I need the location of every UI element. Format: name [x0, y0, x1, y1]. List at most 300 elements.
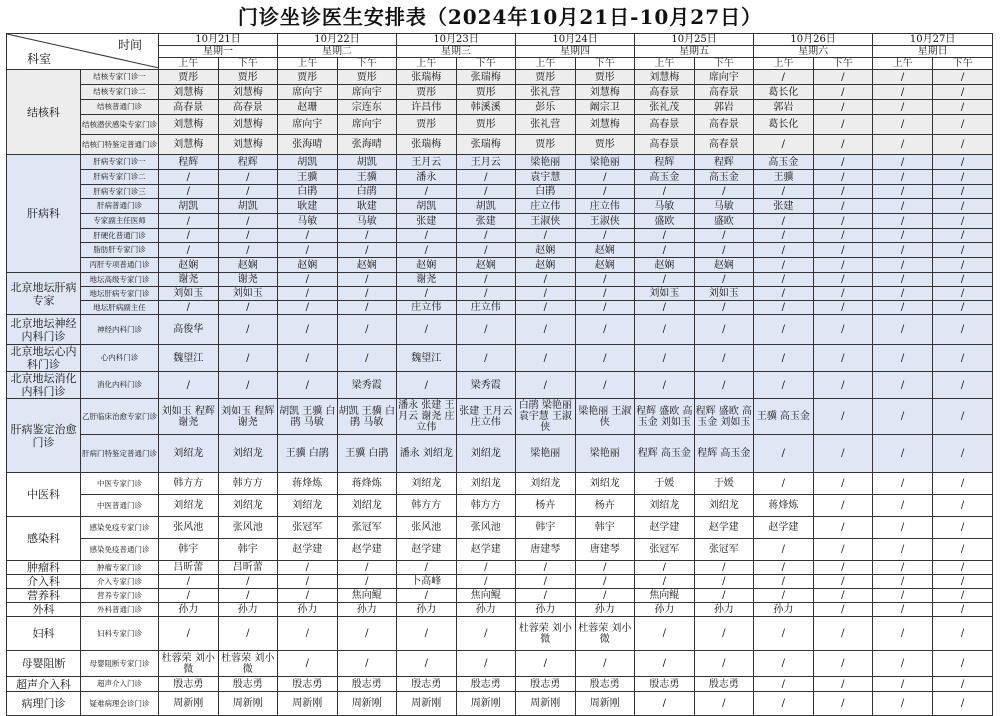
- doctor-cell: /: [813, 677, 873, 692]
- doctor-cell: 胡凯: [218, 199, 278, 214]
- doctor-cell: /: [933, 199, 993, 214]
- doctor-cell: 刘如玉 程辉谢尧: [159, 399, 219, 435]
- doctor-cell: 许昌伟: [397, 100, 457, 115]
- clinic-name: 妇科专家门诊: [81, 617, 159, 651]
- doctor-cell: /: [694, 372, 754, 399]
- doctor-cell: 高春景: [694, 115, 754, 135]
- doctor-cell: 刘如玉: [159, 287, 219, 301]
- doctor-cell: /: [159, 243, 219, 258]
- doctor-cell: /: [337, 301, 397, 315]
- doctor-cell: /: [873, 155, 933, 170]
- doctor-cell: 盛欧: [635, 214, 695, 229]
- doctor-cell: /: [159, 229, 219, 243]
- doctor-cell: /: [278, 301, 338, 315]
- doctor-cell: /: [278, 273, 338, 287]
- table-row: [7, 155, 993, 170]
- doctor-cell: 张瑞梅: [397, 70, 457, 85]
- doctor-cell: /: [159, 372, 219, 399]
- doctor-cell: 马敏: [278, 214, 338, 229]
- doctor-cell: 韩宇: [218, 539, 278, 561]
- doctor-cell: 宗连东: [337, 100, 397, 115]
- department-name: 北京地坛肝病专家: [7, 273, 81, 315]
- doctor-cell: 杜蓉荣 刘小微: [218, 651, 278, 677]
- doctor-cell: 殷志勇: [218, 677, 278, 692]
- pm-header: 下午: [218, 58, 278, 70]
- doctor-cell: 刘绍龙: [516, 473, 576, 495]
- doctor-cell: 孙力: [397, 603, 457, 617]
- doctor-cell: 周新刚: [337, 692, 397, 716]
- doctor-cell: 王骥: [278, 170, 338, 185]
- doctor-cell: 赵娴: [159, 258, 219, 273]
- weekday-header: 星期二: [278, 46, 397, 58]
- doctor-cell: 赵娴: [456, 258, 516, 273]
- doctor-cell: 贾彤: [397, 115, 457, 135]
- doctor-cell: 张瑞梅: [456, 70, 516, 85]
- doctor-cell: /: [635, 692, 695, 716]
- doctor-cell: /: [635, 185, 695, 199]
- doctor-cell: 韩方方: [159, 473, 219, 495]
- doctor-cell: 贾彤: [516, 135, 576, 155]
- table-row: [7, 170, 993, 185]
- doctor-cell: /: [694, 229, 754, 243]
- header-corner: [7, 34, 159, 70]
- doctor-cell: /: [694, 243, 754, 258]
- doctor-cell: /: [754, 473, 814, 495]
- clinic-name: 肝病专家门诊三: [81, 185, 159, 199]
- table-row: [7, 258, 993, 273]
- doctor-cell: 殷志勇: [397, 677, 457, 692]
- doctor-cell: /: [218, 170, 278, 185]
- am-header: 上午: [397, 58, 457, 70]
- doctor-cell: 梁艳丽: [575, 435, 635, 473]
- doctor-cell: /: [933, 287, 993, 301]
- doctor-cell: /: [933, 301, 993, 315]
- doctor-cell: /: [873, 617, 933, 651]
- doctor-cell: /: [635, 273, 695, 287]
- doctor-cell: /: [933, 399, 993, 435]
- doctor-cell: /: [337, 561, 397, 575]
- doctor-cell: /: [873, 243, 933, 258]
- table-row: [7, 589, 993, 603]
- doctor-cell: 胡凯: [337, 155, 397, 170]
- doctor-cell: /: [694, 345, 754, 372]
- doctor-cell: /: [813, 399, 873, 435]
- doctor-cell: /: [933, 115, 993, 135]
- clinic-name: 肿瘤专家门诊: [81, 561, 159, 575]
- doctor-cell: /: [278, 345, 338, 372]
- doctor-cell: 高春景: [635, 135, 695, 155]
- department-name: 病理门诊: [7, 692, 81, 716]
- doctor-cell: 胡凯: [397, 199, 457, 214]
- doctor-cell: /: [397, 617, 457, 651]
- am-header: 上午: [159, 58, 219, 70]
- doctor-cell: 赵娴: [575, 243, 635, 258]
- doctor-cell: 高春景: [694, 85, 754, 100]
- clinic-name: 结核专家门诊一: [81, 70, 159, 85]
- doctor-cell: /: [933, 170, 993, 185]
- doctor-cell: /: [337, 315, 397, 345]
- doctor-cell: /: [278, 561, 338, 575]
- doctor-cell: /: [933, 85, 993, 100]
- doctor-cell: /: [933, 229, 993, 243]
- doctor-cell: /: [635, 229, 695, 243]
- doctor-cell: /: [218, 575, 278, 589]
- doctor-cell: /: [218, 229, 278, 243]
- pm-header: 下午: [575, 58, 635, 70]
- doctor-cell: 白鹃: [337, 185, 397, 199]
- doctor-cell: 贾彤: [278, 70, 338, 85]
- department-name: 超声介入科: [7, 677, 81, 692]
- doctor-cell: 张冠军: [635, 539, 695, 561]
- doctor-cell: 张瑞梅: [456, 135, 516, 155]
- doctor-cell: /: [278, 287, 338, 301]
- doctor-cell: 程辉 盛欧 高玉金 刘如玉: [694, 399, 754, 435]
- table-row: [7, 100, 993, 115]
- doctor-cell: /: [754, 589, 814, 603]
- department-name: 肝病科: [7, 155, 81, 273]
- doctor-cell: /: [933, 435, 993, 473]
- doctor-cell: 殷志勇: [575, 677, 635, 692]
- doctor-cell: /: [635, 617, 695, 651]
- doctor-cell: /: [933, 372, 993, 399]
- doctor-cell: /: [397, 651, 457, 677]
- doctor-cell: 张冠军: [278, 517, 338, 539]
- doctor-cell: 谢尧: [218, 273, 278, 287]
- doctor-cell: 程辉: [635, 155, 695, 170]
- doctor-cell: /: [575, 229, 635, 243]
- date-header: 10月26日: [754, 34, 873, 46]
- doctor-cell: 胡凯 王骥 白鹃 马敏: [337, 399, 397, 435]
- doctor-cell: /: [754, 575, 814, 589]
- doctor-cell: /: [575, 287, 635, 301]
- doctor-cell: /: [159, 589, 219, 603]
- department-name: 妇科: [7, 617, 81, 651]
- doctor-cell: /: [218, 315, 278, 345]
- doctor-cell: 郭岩: [754, 100, 814, 115]
- doctor-cell: 张建: [456, 214, 516, 229]
- doctor-cell: /: [813, 617, 873, 651]
- doctor-cell: /: [933, 539, 993, 561]
- doctor-cell: /: [873, 273, 933, 287]
- doctor-cell: /: [337, 575, 397, 589]
- doctor-cell: 贾彤: [456, 85, 516, 100]
- doctor-cell: 孙力: [754, 603, 814, 617]
- doctor-cell: 高春景: [159, 100, 219, 115]
- doctor-cell: /: [516, 651, 576, 677]
- doctor-cell: /: [516, 589, 576, 603]
- doctor-cell: /: [813, 135, 873, 155]
- doctor-cell: /: [933, 243, 993, 258]
- weekday-header: 星期三: [397, 46, 516, 58]
- doctor-cell: 席向宇: [337, 115, 397, 135]
- doctor-cell: /: [873, 199, 933, 214]
- doctor-cell: 程辉 高玉金: [694, 435, 754, 473]
- table-row: [7, 243, 993, 258]
- doctor-cell: 潘永 张建 王月云 谢尧 庄立伟: [398, 400, 455, 433]
- doctor-cell: 刘绍龙: [456, 473, 516, 495]
- doctor-cell: /: [575, 561, 635, 575]
- doctor-cell: 卜高峰: [397, 575, 457, 589]
- doctor-cell: /: [278, 229, 338, 243]
- doctor-cell: 殷志勇: [635, 677, 695, 692]
- pm-header: 下午: [813, 58, 873, 70]
- doctor-cell: 刘如玉: [218, 287, 278, 301]
- doctor-cell: 张风池: [456, 517, 516, 539]
- doctor-cell: 刘绍龙: [694, 495, 754, 517]
- doctor-cell: /: [635, 372, 695, 399]
- doctor-cell: /: [754, 243, 814, 258]
- doctor-cell: /: [754, 185, 814, 199]
- doctor-cell: 张建: [754, 199, 814, 214]
- doctor-cell: 杜蓉荣 刘小微: [159, 651, 219, 677]
- schedule-table: [6, 33, 993, 716]
- doctor-cell: /: [933, 651, 993, 677]
- doctor-cell: 张礼茂: [635, 100, 695, 115]
- clinic-name: 神经内科门诊: [81, 315, 159, 345]
- table-row: [7, 214, 993, 229]
- clinic-name: 中医普通门诊: [81, 495, 159, 517]
- table-row: [7, 372, 993, 399]
- doctor-cell: /: [873, 301, 933, 315]
- doctor-cell: 贾彤: [575, 135, 635, 155]
- doctor-cell: /: [873, 561, 933, 575]
- doctor-cell: 韩宇: [575, 517, 635, 539]
- pm-header: 下午: [337, 58, 397, 70]
- doctor-cell: 焦向鲲: [635, 589, 695, 603]
- doctor-cell: 孙力: [218, 603, 278, 617]
- doctor-cell: 贾彤: [456, 115, 516, 135]
- doctor-cell: 殷志勇: [337, 677, 397, 692]
- doctor-cell: /: [278, 651, 338, 677]
- clinic-name: 心内科门诊: [81, 345, 159, 372]
- doctor-cell: /: [337, 287, 397, 301]
- weekday-header: 星期一: [159, 46, 278, 58]
- doctor-cell: 赵娴: [694, 258, 754, 273]
- doctor-cell: /: [813, 273, 873, 287]
- doctor-cell: /: [516, 287, 576, 301]
- doctor-cell: /: [873, 115, 933, 135]
- clinic-name: 脂肪肝专家门诊: [81, 243, 159, 258]
- department-name: 北京地坛心内科门诊: [7, 345, 81, 372]
- doctor-cell: 高春景: [694, 135, 754, 155]
- doctor-cell: 庄立伟: [456, 301, 516, 315]
- table-row: [7, 651, 993, 677]
- doctor-cell: /: [933, 473, 993, 495]
- doctor-cell: 刘如玉 程辉 谢尧: [218, 399, 278, 435]
- doctor-cell: /: [933, 617, 993, 651]
- doctor-cell: 赵娴: [516, 243, 576, 258]
- date-header: 10月25日: [635, 34, 754, 46]
- doctor-cell: 赵娴: [575, 258, 635, 273]
- doctor-cell: 贾彤: [575, 70, 635, 85]
- doctor-cell: 周新刚: [516, 692, 576, 716]
- doctor-cell: 王骥: [337, 170, 397, 185]
- doctor-cell: 张风池: [397, 517, 457, 539]
- doctor-cell: /: [516, 372, 576, 399]
- doctor-cell: /: [694, 301, 754, 315]
- doctor-cell: /: [456, 561, 516, 575]
- doctor-cell: 耿建: [337, 199, 397, 214]
- doctor-cell: 张建: [397, 214, 457, 229]
- doctor-cell: 高俊华: [159, 315, 219, 345]
- doctor-cell: /: [813, 214, 873, 229]
- doctor-cell: /: [516, 575, 576, 589]
- corner-dept-label: 科室: [27, 52, 52, 66]
- table-row: [7, 135, 993, 155]
- table-row: [7, 677, 993, 692]
- doctor-cell: /: [456, 185, 516, 199]
- department-name: 中医科: [7, 473, 81, 517]
- doctor-cell: 周新刚: [397, 692, 457, 716]
- department-name: 介入科: [7, 575, 81, 589]
- clinic-name: 营养专家门诊: [81, 589, 159, 603]
- doctor-cell: /: [754, 287, 814, 301]
- table-row: [7, 495, 993, 517]
- doctor-cell: 殷志勇: [694, 677, 754, 692]
- doctor-cell: /: [456, 617, 516, 651]
- weekday-header: 星期六: [754, 46, 873, 58]
- doctor-cell: /: [933, 273, 993, 287]
- doctor-cell: 赵学建: [635, 517, 695, 539]
- doctor-cell: /: [754, 435, 814, 473]
- clinic-name: 乙肝临床治愈专家门诊: [81, 399, 159, 435]
- pm-header: 下午: [694, 58, 754, 70]
- doctor-cell: /: [873, 100, 933, 115]
- doctor-cell: 马敏: [635, 199, 695, 214]
- doctor-cell: 殷志勇: [159, 677, 219, 692]
- doctor-cell: /: [873, 287, 933, 301]
- doctor-cell: 殷志勇: [456, 677, 516, 692]
- doctor-cell: 韩宇: [159, 539, 219, 561]
- doctor-cell: 刘慧梅: [218, 85, 278, 100]
- doctor-cell: /: [754, 561, 814, 575]
- doctor-cell: 赵娴: [516, 258, 576, 273]
- doctor-cell: 刘慧梅: [575, 115, 635, 135]
- doctor-cell: /: [278, 617, 338, 651]
- doctor-cell: 席向宇: [337, 85, 397, 100]
- doctor-cell: /: [813, 603, 873, 617]
- doctor-cell: /: [456, 170, 516, 185]
- department-name: 北京地坛神经内科门诊: [7, 315, 81, 345]
- doctor-cell: /: [933, 214, 993, 229]
- doctor-cell: 周新刚: [278, 692, 338, 716]
- doctor-cell: 刘绍龙: [635, 495, 695, 517]
- doctor-cell: /: [694, 575, 754, 589]
- doctor-cell: 赵学建: [456, 539, 516, 561]
- doctor-cell: /: [278, 315, 338, 345]
- doctor-cell: /: [873, 345, 933, 372]
- doctor-cell: /: [933, 155, 993, 170]
- doctor-cell: 赵珊: [278, 100, 338, 115]
- doctor-cell: /: [218, 589, 278, 603]
- doctor-cell: 葛长化: [754, 85, 814, 100]
- doctor-cell: 袁宇慧: [516, 170, 576, 185]
- doctor-cell: /: [813, 372, 873, 399]
- clinic-name: 中医专家门诊: [81, 473, 159, 495]
- doctor-cell: 赵学建: [754, 517, 814, 539]
- doctor-cell: 高春景: [635, 85, 695, 100]
- doctor-cell: 刘绍龙: [159, 435, 219, 473]
- doctor-cell: /: [218, 214, 278, 229]
- doctor-cell: /: [456, 345, 516, 372]
- doctor-cell: /: [456, 651, 516, 677]
- doctor-cell: /: [754, 273, 814, 287]
- doctor-cell: 庄立伟: [516, 199, 576, 214]
- doctor-cell: 阚宗卫: [575, 100, 635, 115]
- doctor-cell: /: [813, 229, 873, 243]
- doctor-cell: 刘慧梅: [635, 70, 695, 85]
- doctor-cell: /: [813, 575, 873, 589]
- doctor-cell: 张瑞梅: [397, 135, 457, 155]
- doctor-cell: /: [337, 617, 397, 651]
- doctor-cell: 韩方方: [397, 495, 457, 517]
- doctor-cell: 魏望江: [159, 345, 219, 372]
- doctor-cell: /: [397, 287, 457, 301]
- doctor-cell: /: [635, 301, 695, 315]
- table-row: [7, 85, 993, 100]
- doctor-cell: 庄立伟: [397, 301, 457, 315]
- doctor-cell: /: [159, 617, 219, 651]
- doctor-cell: 贾彤: [218, 70, 278, 85]
- doctor-cell: /: [813, 495, 873, 517]
- doctor-cell: 程辉 盛欧 高玉金 刘如玉: [635, 399, 695, 435]
- doctor-cell: 梁秀霞: [456, 372, 516, 399]
- table-row: [7, 301, 993, 315]
- date-header: 10月27日: [873, 34, 993, 46]
- doctor-cell: /: [873, 214, 933, 229]
- doctor-cell: /: [754, 539, 814, 561]
- doctor-cell: /: [516, 301, 576, 315]
- doctor-cell: /: [397, 229, 457, 243]
- doctor-cell: /: [754, 135, 814, 155]
- doctor-cell: 庄立伟: [575, 199, 635, 214]
- doctor-cell: /: [516, 273, 576, 287]
- doctor-cell: 周新刚: [575, 692, 635, 716]
- table-row: [7, 473, 993, 495]
- doctor-cell: 王骥 白鹃: [278, 435, 338, 473]
- department-name: 营养科: [7, 589, 81, 603]
- doctor-cell: /: [873, 603, 933, 617]
- doctor-cell: /: [813, 85, 873, 100]
- doctor-cell: /: [754, 651, 814, 677]
- doctor-cell: /: [456, 315, 516, 345]
- doctor-cell: /: [456, 229, 516, 243]
- doctor-cell: /: [635, 575, 695, 589]
- clinic-name: 专家副主任医师: [81, 214, 159, 229]
- doctor-cell: /: [397, 589, 457, 603]
- doctor-cell: 杨卉: [575, 495, 635, 517]
- table-row: [7, 399, 993, 435]
- doctor-cell: 孙力: [456, 603, 516, 617]
- doctor-cell: /: [873, 517, 933, 539]
- doctor-cell: /: [754, 70, 814, 85]
- doctor-cell: /: [813, 473, 873, 495]
- doctor-cell: /: [813, 539, 873, 561]
- doctor-cell: /: [933, 692, 993, 716]
- weekday-header: 星期五: [635, 46, 754, 58]
- doctor-cell: 潘永: [397, 170, 457, 185]
- doctor-cell: /: [575, 651, 635, 677]
- doctor-cell: /: [933, 135, 993, 155]
- doctor-cell: 周新刚: [456, 692, 516, 716]
- pm-header: 下午: [456, 58, 516, 70]
- date-header: 10月22日: [278, 34, 397, 46]
- weekday-header: 星期四: [516, 46, 635, 58]
- doctor-cell: /: [873, 315, 933, 345]
- doctor-cell: /: [159, 575, 219, 589]
- doctor-cell: /: [813, 185, 873, 199]
- doctor-cell: 赵娴: [337, 258, 397, 273]
